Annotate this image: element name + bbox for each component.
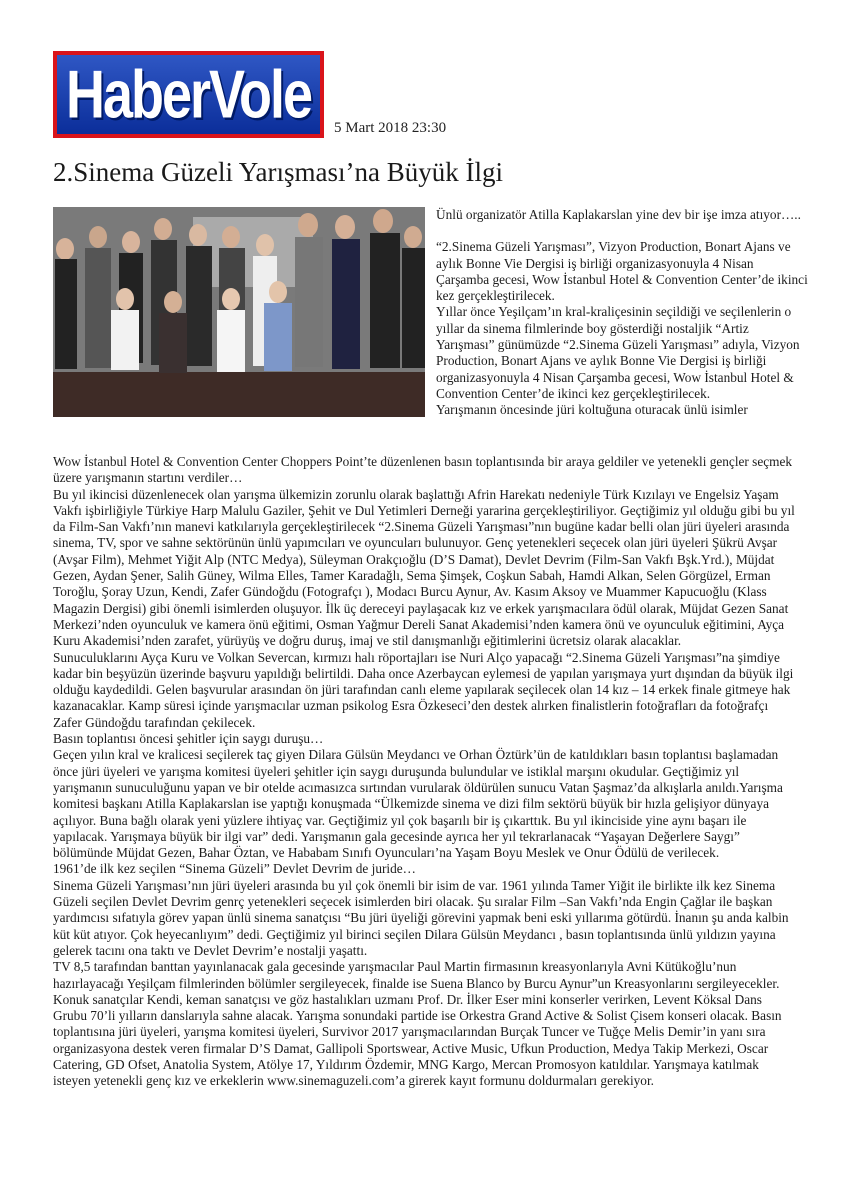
logo-text: HaberVole <box>65 57 312 132</box>
logo-panel <box>57 55 320 134</box>
body-paragraph: Bu yıl ikincisi düzenlenecek olan yarışma ülkemizin zorunlu olarak başlattığı Afrin Harekatı nedeniyle Türk Kızılayı ve Engelsiz Yaşam Vakfı işbirliğiyle Türkiye Harp Malulu Gaziler, Şehit ve Dul Yetimleri Derneği yararina gerçekleştiriliyor. Geçtiğimiz yıl olduğu gibi bu yıl da Film-San Vakfı’nın manevi katkılarıyla gerçekleştirilecek “2.Sinema Güzeli Yarışması”nın bugüne kadar belli olan jüri üyeleri arasında sinema, TV, spor ve sahne sektörünün ünlü yapımcıları ve oyuncuları bulunuyor. Genç yetenekleri seçecek olan jüri üyeleri Şükrü Avşar (Avşar Film), Mehmet Yiğit Alp (NTC Medya), Süleyman Orakçıoğlu (D’S Damat), Devlet Devrim (Film-San Vakfı Bşk.Yrd.), Müjdat Gezen, Aydan Şener, Salih Güney, Wilma Elles, Tamer Karadağlı, Sema Şimşek, Coşkun Sabah, Hamdi Alkan, Selen Görgüzel, Erman Toroğlu, Şoray Uzun, Kendi, Zafer Gündoğdu (Fotografçı ), Modacı Burcu Aynur, Av. Kasım Aksoy ve Muammer Kapucuoğlu (Klass Magazin Dergisi) gibi önemli isimlerden oluşuyor. İlk üç dereceyi paylaşacak kız ve erkek yarışmacılara ödül olarak, Müjdat Gezen Sanat Merkezi’nden oyunculuk ve kamera önü eğitimi, Osman Yağmur Dereli Sanat Akademisi’nden kamera önü ve oyunculuk eğitimini, Ayça Kuru Akademisi’nden zarafet, yürüyüş ve doğru duruş, imaj ve stil danışmanlığı eğitimlerini ücretsiz olarak alacaklar. <box>53 486 795 649</box>
side-paragraph: “2.Sinema Güzeli Yarışması”, Vizyon Production, Bonart Ajans ve aylık Bonne Vie Dergisi iş birliği organizasyonuyla 4 Nisan Çarşamba gecesi, Wow İstanbul Hotel & Convention Center’de ikinci kez gerçekleştirilecek. <box>436 239 808 304</box>
body-paragraph: Geçen yılın kral ve kralicesi seçilerek taç giyen Dilara Gülsün Meydancı ve Orhan Öztürk’ün de katıldıkları basın toplantısı başlamadan önce jüri üyeleri ve yarışma komitesi üyeleri şehitler için saygı duruşunda bulundular ve istiklal marşını okudular. Geçtiğimiz yıl yarışmanın sunuculuğunu yapan ve bir otelde acımasızca sırtından vurularak öldürülen sunucu Vatan Şaşmaz’da alkışlarla anıldı.Yarışma komitesi başkanı Atilla Kaplakarslan ise yaptığı konuşmada “Ülkemizde sinema ve dizi film sektörü büyük bir hızla gelişiyor dünyaya açılıyor. Buna bağlı olarak yeni yüzlere ihtiyaç var. Geçtiğimiz yıl çok başarılı bir iş çıkarttık. Bu yıl ikinciside yine aynı başarı ile yapılacak. Yarışmaya büyük bir ilgi var” dedi. Yarışmanın gala gecesinde ayrıca her yıl tekrarlanacak “Yaşayan Değerlere Saygı” bölümünde Müjdat Gezen, Bahar Öztan, ve Hababam Sınıfı Oyuncuları’na Yaşam Boyu Meslek ve Onur Ödülü de verilecek. <box>53 747 783 861</box>
article-side-column <box>436 207 808 419</box>
body-subheading: Basın toplantısı öncesi şehitler için saygı duruşu… <box>53 731 324 747</box>
publish-date: 5 Mart 2018 23:30 <box>334 120 447 136</box>
body-subheading: 1961’de ilk kez seçilen “Sinema Güzeli” Devlet Devrim de juride… <box>53 861 416 877</box>
side-paragraph: Yıllar önce Yeşilçam’ın kral-kraliçesinin seçildiği ve seçilenlerin o yıllar da sinema filmlerinde boy gösterdiği nostaljik “Artiz Yarışması” günümüzde “2.Sinema Güzeli Yarışması” adıyla, Vizyon Production, Bonart Ajans ve aylık Bonne Vie Dergisi iş birliği organizasyonuyla 4 Nisan Çarşamba gecesi, Wow İstanbul Hotel & Convention Center’de ikinci kez gerçekleştirilecek. <box>436 304 800 401</box>
habervole-logo <box>53 51 324 138</box>
body-paragraph: TV 8,5 tarafından banttan yayınlanacak gala gecesinde yarışmacılar Paul Martin firmasının kreasyonlarıyla Avni Kütükoğlu’nun hazırlayacağı Yeşilçam filmlerinden bölümler sergileyecek, finalde ise Suena Blanco by Burcu Aynur”un Kreasyonlarını sergileyecekler. Konuk sanatçılar Kendi, keman sanatçısı ve göz hastalıkları uzmanı Prof. Dr. İlker Eser mini konserler verirken, Levent Köksal Dans Grubu 70’li yılların danslarıyla sahne alacak. Yarışma sonundaki partide ise Orkestra Grand Active & Solist Çisem konseri olacak. Basın toplantısına jüri üyeleri, yarışma komitesi üyeleri, Survivor 2017 yarışmacılarından Burçak Tuncer ve Tuğçe Melis Demir’in yanı sıra organizasyona destek veren firmalar D’S Damat, Gallipoli Sportswear, Active Music, Ufkun Production, Medya Takip Merkezi, Oscar Catering, GD Ofset, Anatolia System, Atölye 17, Yıldırım Özdemir, MNG Kargo, Mercan Promosyon katıldılar. Yarışmaya katılmak isteyen yetenekli genç kız ve erkeklerin www.sinemaguzeli.com’a girerek kayıt formunu doldurmaları gerekiyor. <box>53 959 782 1089</box>
article-body <box>53 454 798 1090</box>
press-conference-photo <box>53 207 425 417</box>
group-photo-illustration <box>53 207 425 417</box>
body-paragraph: Wow İstanbul Hotel & Convention Center Choppers Point’te düzenlenen basın toplantısında bir araya geldiler ve yetenekli gençler seçmek üzere yarışmanın startını verdiler… <box>53 454 793 486</box>
article-intro: Ünlü organizatör Atilla Kaplakarslan yine dev bir işe imza atıyor….. <box>436 207 801 222</box>
body-paragraph: Sinema Güzeli Yarışması’nın jüri üyeleri arasında bu yıl çok önemli bir isim de var. 1961 yılında Tamer Yiğit ile birlikte ilk kez Sinema Güzeli seçilen Devlet Devrim genrç yetenekleri seçecek isimlerden biri olacak. Şu sıralar Film –San Vakfı’nda Engin Çağlar ile başkan yardımcısı sıfatıyla görev yapan ünlü sinema sanatçısı “Bu jüri üyeliği görevini yapmak beni eski yıllarıma götürdü. İnanın şu anda kalbin küt küt atıyor. Çok heyecanlıyım” dedi. Geçtiğimiz yıl birinci seçilen Dilara Gülsün Meydancı , basın toplantısında ünlü yıldızın yayına gelerek tacını ona taktı ve Devlet Devrim’e nostalji yaşattı. <box>53 877 789 958</box>
article-title: 2.Sinema Güzeli Yarışması’na Büyük İlgi <box>53 157 503 187</box>
body-paragraph: Sunuculuklarını Ayça Kuru ve Volkan Severcan, kırmızı halı röportajları ise Nuri Alço yapacağı “2.Sinema Güzeli Yarışması”na şimdiye kadar bin beşyüzün üzerinde başvuru yapıldığı belirtildi. Daha once Azerbaycan eylemesi de yapılan yarışmaya yurt dışından da büyük ilgi olduğu kaydedildi. Gelen başvurular arasından ön jüri tarafından canlı eleme yapılarak seçilecek olan 14 kız – 14 erkek finale gitmeye hak kazanacaklar. Kamp süresi içinde yarışmacılar uzman psikolog Esra Özkeseci’den destek alırken finalistlerin fotoğrafları da fotoğrafçı Zafer Gündoğdu tarafından çekilecek. <box>53 649 794 730</box>
side-paragraph: Yarışmanın öncesinde jüri koltuğuna oturacak ünlü isimler <box>436 402 748 418</box>
